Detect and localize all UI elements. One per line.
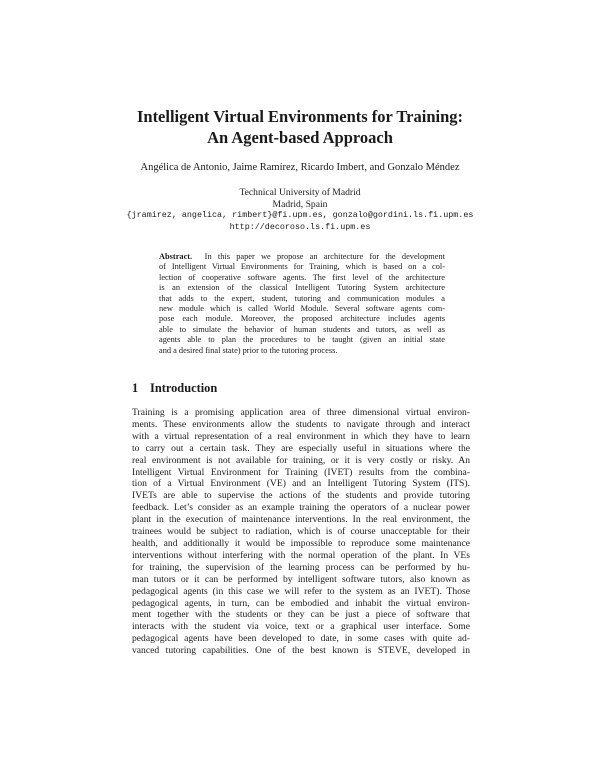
body-line: tion of a Virtual Environment (VE) and an Intelligent Tutoring System (ITS). bbox=[132, 478, 470, 490]
body-line: health, and additionally it would be impossible to reproduce some maintenance bbox=[132, 537, 470, 549]
paper-title-line-1: Intelligent Virtual Environments for Training: bbox=[136, 107, 464, 126]
body-line: trainees would be subject to radiation, which is of course unacceptable for their bbox=[132, 526, 470, 538]
body-line: with a virtual representation of a real environment in which they have to learn bbox=[132, 430, 470, 442]
author-emails: {jramirez, angelica, rimbert}@fi.upm.es, gonzalo@gordini.ls.fi.upm.es bbox=[126, 210, 474, 220]
body-text bbox=[132, 407, 470, 657]
homepage-url: http://decoroso.ls.fi.upm.es bbox=[229, 221, 371, 232]
paper-title bbox=[0, 106, 600, 148]
body-line: pedagogical agents (in this case we will refer to the system as an IVET). Those bbox=[132, 585, 470, 597]
body-line: feedback. Let’s consider as an example training the operators of a nuclear power bbox=[132, 502, 470, 514]
abstract-line: lection of cooperative software agents. The first level of the architecture bbox=[159, 272, 445, 282]
abstract-line: is an extension of the classical Intelligent Tutoring System architecture bbox=[159, 283, 445, 293]
abstract-line: agents able to plan the procedures to be taught (given an initial state bbox=[159, 335, 445, 345]
body-line: pedagogical agents, in turn, can be embodied and inhabit the virtual environ- bbox=[132, 597, 470, 609]
section-title: Introduction bbox=[150, 381, 218, 395]
abstract-line bbox=[159, 252, 445, 262]
body-line: man tutors or it can be performed by intelligent software tutors, also known as bbox=[132, 573, 470, 585]
body-line: ments. These environments allow the students to navigate through and interact bbox=[132, 418, 470, 430]
body-line: real environment is not available for training, or it is very costly or risky. An bbox=[132, 454, 470, 466]
abstract-line: of Intelligent Virtual Environments for Training, which is based on a col- bbox=[159, 262, 445, 272]
section-number: 1 bbox=[132, 381, 139, 395]
body-line: for training, the supervision of the learning process can be performed by hu- bbox=[132, 561, 470, 573]
institution: Technical University of Madrid bbox=[239, 187, 361, 198]
body-line: Intelligent Virtual Environment for Training (IVET) results from the combina- bbox=[132, 466, 470, 478]
body-line: vanced tutoring capabilities. One of the best known is STEVE, developed in bbox=[132, 645, 470, 657]
abstract-line: new module which is called World Module. Several software agents com- bbox=[159, 304, 445, 314]
body-line: plant in the execution of maintenance interventions. In the real environment, the bbox=[132, 514, 470, 526]
body-line: to carry out a certain task. They are especially useful in situations where the bbox=[132, 442, 470, 454]
body-line: Training is a promising application area of three dimensional virtual environ- bbox=[132, 407, 470, 418]
abstract-text: In this paper we propose an architecture for the development bbox=[204, 252, 445, 261]
abstract-line: and a desired final state) prior to the tutoring process. bbox=[159, 345, 338, 355]
body-line: IVETs are able to supervise the actions of the students and provide tutoring bbox=[132, 490, 470, 502]
body-line: ment together with the students or they can be just a piece of software that bbox=[132, 609, 470, 621]
abstract-line: able to simulate the behavior of human students and tutors, as well as bbox=[159, 324, 445, 334]
body-line: interacts with the student via voice, text or a graphical user interface. Some bbox=[132, 621, 470, 633]
affiliation-block bbox=[0, 187, 600, 233]
abstract-block bbox=[159, 252, 445, 356]
author-list: Angélica de Antonio, Jaime Ramírez, Ricardo Imbert, and Gonzalo Méndez bbox=[140, 162, 460, 173]
location: Madrid, Spain bbox=[272, 198, 328, 210]
paper-title-line-2: An Agent-based Approach bbox=[207, 128, 393, 147]
section-heading bbox=[132, 381, 217, 396]
body-line: pedagogical agents have been developed to date, in some cases with quite ad- bbox=[132, 633, 470, 645]
abstract-line: that adds to the expert, student, tutoring and communication modules a bbox=[159, 293, 445, 303]
body-line: interventions without interfering with the normal operation of the plant. In VEs bbox=[132, 549, 470, 561]
abstract-keyword: Abstract. bbox=[159, 252, 193, 261]
abstract-line: pose each module. Moreover, the proposed architecture includes agents bbox=[159, 314, 445, 324]
